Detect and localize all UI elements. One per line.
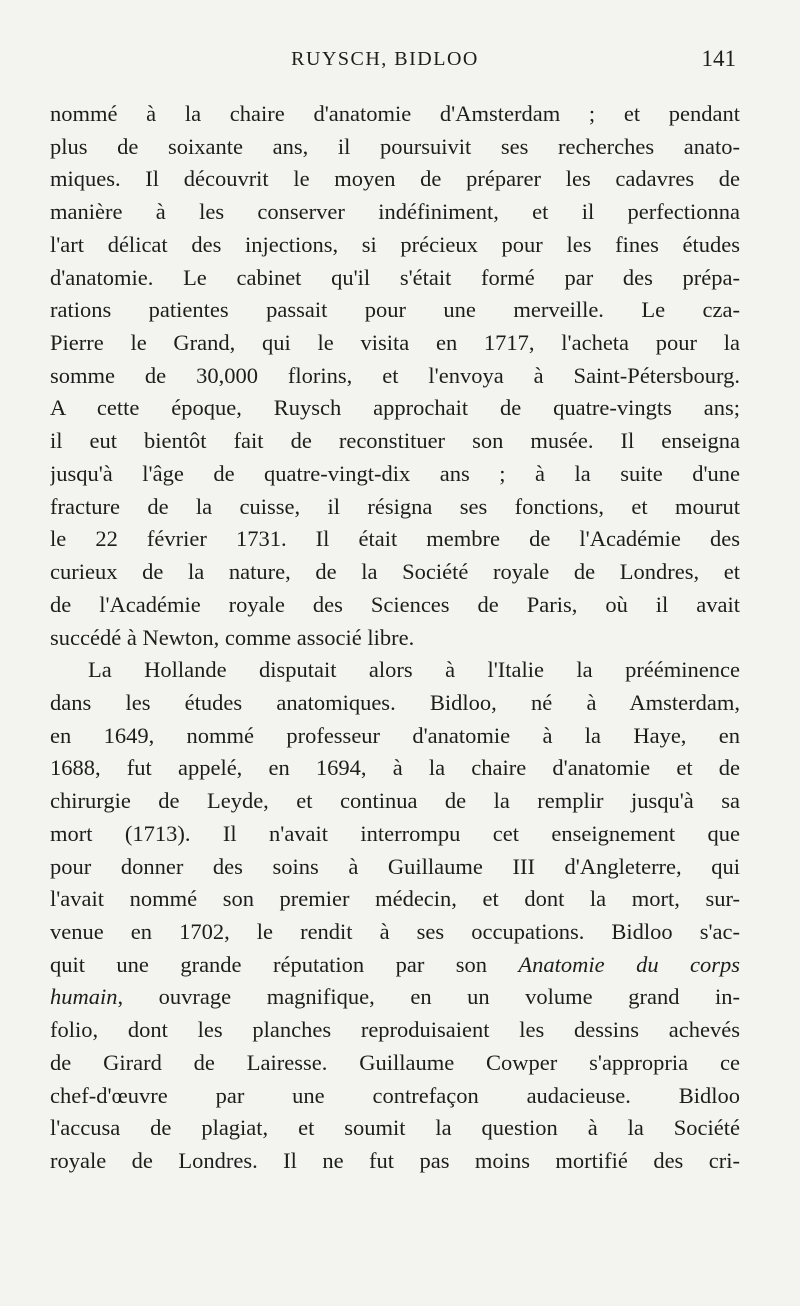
text-line: chef-d'œuvre par une contrefaçon audacieuse. Bidloo [50,1082,740,1108]
text-line: Pierre le Grand, qui le visita en 1717, l'acheta pour la [50,330,740,356]
book-title-italic: Anatomie du corps [518,951,740,977]
text-line: jusqu'à l'âge de quatre-vingt-dix ans ; à la suite d'une [50,460,740,486]
text-line: plus de soixante ans, il poursuivit ses recherches anato- [50,133,740,159]
text-line: A cette époque, Ruysch approchait de quatre-vingts ans; [50,395,740,421]
text-line: mort (1713). Il n'avait interrompu cet enseignement que [50,820,740,846]
running-head: RUYSCH, BIDLOO [291,48,479,70]
text-line: curieux de la nature, de la Société royale de Londres, et [50,559,740,585]
text-line: l'art délicat des injections, si précieux pour les fines études [50,231,740,257]
text-line: l'accusa de plagiat, et soumit la question à la Société [50,1115,740,1141]
text-line: en 1649, nommé professeur d'anatomie à la Haye, en [50,722,740,748]
text-line: royale de Londres. Il ne fut pas moins mortifié des cri- [50,1148,740,1173]
page-number: 141 [701,46,736,71]
text-line: pour donner des soins à Guillaume III d'Angleterre, qui [50,853,740,879]
text-line: folio, dont les planches reproduisaient les dessins achevés [50,1017,740,1043]
text-line: d'anatomie. Le cabinet qu'il s'était formé par des prépa- [50,264,740,290]
text-line: humain, ouvrage magnifique, en un volume grand in- [50,984,740,1010]
body-text [50,98,740,1178]
text-line: dans les études anatomiques. Bidloo, né à Amsterdam, [50,689,740,715]
book-title-italic: humain [50,984,118,1010]
text-line: fracture de la cuisse, il résigna ses fonctions, et mourut [50,493,740,519]
text-line: nommé à la chaire d'anatomie d'Amsterdam ; et pendant [50,101,740,126]
text-fragment: quit une grande réputation par son [50,951,487,977]
text-line: le 22 février 1731. Il était membre de l'Académie des [50,526,740,552]
text-line: manière à les conserver indéfiniment, et il perfectionna [50,199,740,225]
text-line-with-title [50,949,740,982]
text-line: miques. Il découvrit le moyen de préparer les cadavres de [50,166,740,192]
text-line: chirurgie de Leyde, et continua de la remplir jusqu'à sa [50,788,740,814]
text-line: l'avait nommé son premier médecin, et dont la mort, sur- [50,886,740,912]
text-line: somme de 30,000 florins, et l'envoya à Saint-Pétersbourg. [50,362,740,388]
text-line: La Hollande disputait alors à l'Italie la prééminence [88,657,740,683]
text-line: il eut bientôt fait de reconstituer son musée. Il enseigna [50,428,740,454]
text-line: de l'Académie royale des Sciences de Paris, où il avait [50,591,740,617]
text-line: rations patientes passait pour une merveille. Le cza- [50,297,740,323]
text-line: de Girard de Lairesse. Guillaume Cowper s'appropria ce [50,1049,740,1075]
text-line: venue en 1702, le rendit à ses occupations. Bidloo s'ac- [50,918,740,944]
page-header [0,44,800,80]
text-line: succédé à Newton, comme associé libre. [50,624,415,650]
text-line: 1688, fut appelé, en 1694, à la chaire d'anatomie et de [50,755,740,781]
